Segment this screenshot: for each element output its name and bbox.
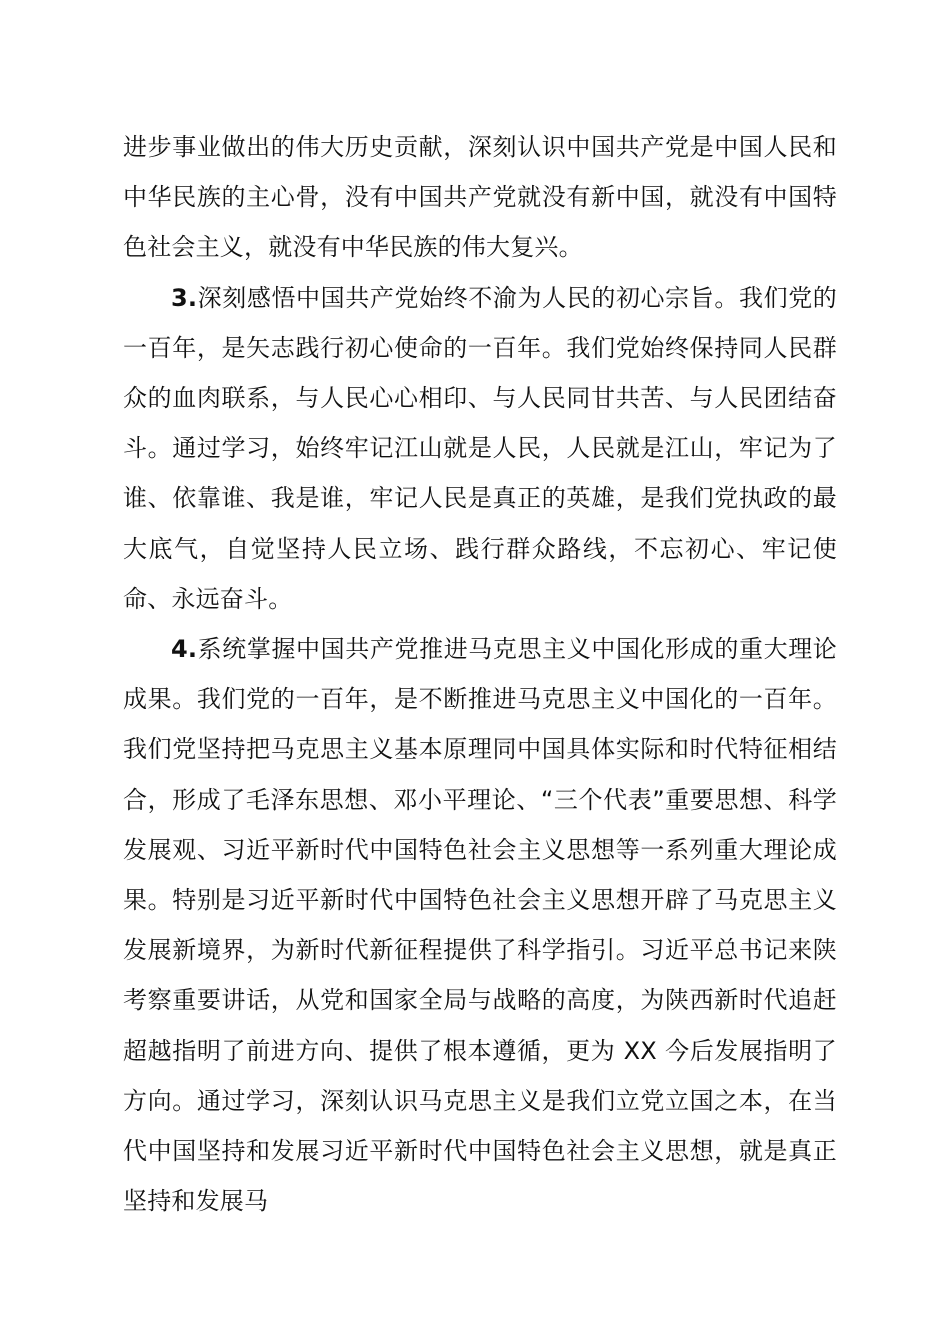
paragraph-number: 4. xyxy=(171,635,198,664)
document-body xyxy=(123,122,837,1226)
paragraph-text: 进步事业做出的伟大历史贡献，深刻认识中国共产党是中国人民和中华民族的主心骨，没有中国共产党就没有新中国，就没有中国特色社会主义，就没有中华民族的伟大复兴。 xyxy=(123,133,837,262)
paragraph-text: 系统掌握中国共产党推进马克思主义中国化形成的重大理论成果。我们党的一百年，是不断推进马克思主义中国化的一百年。我们党坚持把马克思主义基本原理同中国具体实际和时代特征相结合，形成了毛泽东思想、邓小平理论、“三个代表”重要思想、科学发展观、习近平新时代中国特色社会主义思想等一系列重大理论成果。特别是习近平新时代中国特色社会主义思想开辟了马克思主义发展新境界，为新时代新征程提供了科学指引。习近平总书记来陕考察重要讲话，从党和国家全局与战略的高度，为陕西新时代追赶超越指明了前进方向、提供了根本遵循，更为 XX 今后发展指明了方向。通过学习，深刻认识马克思主义是我们立党立国之本，在当代中国坚持和发展习近平新时代中国特色社会主义思想，就是真正坚持和发展马 xyxy=(123,635,837,1216)
paragraph-continuation xyxy=(123,122,837,273)
paragraph-item-3 xyxy=(123,273,837,624)
paragraph-number: 3. xyxy=(171,283,198,312)
paragraph-text: 深刻感悟中国共产党始终不渝为人民的初心宗旨。我们党的一百年，是矢志践行初心使命的一百年。我们党始终保持同人民群众的血肉联系，与人民心心相印、与人民同甘共苦、与人民团结奋斗。通过学习，始终牢记江山就是人民，人民就是江山，牢记为了谁、依靠谁、我是谁，牢记人民是真正的英雄，是我们党执政的最大底气，自觉坚持人民立场、践行群众路线，不忘初心、牢记使命、永远奋斗。 xyxy=(123,283,837,613)
paragraph-item-4 xyxy=(123,624,837,1226)
